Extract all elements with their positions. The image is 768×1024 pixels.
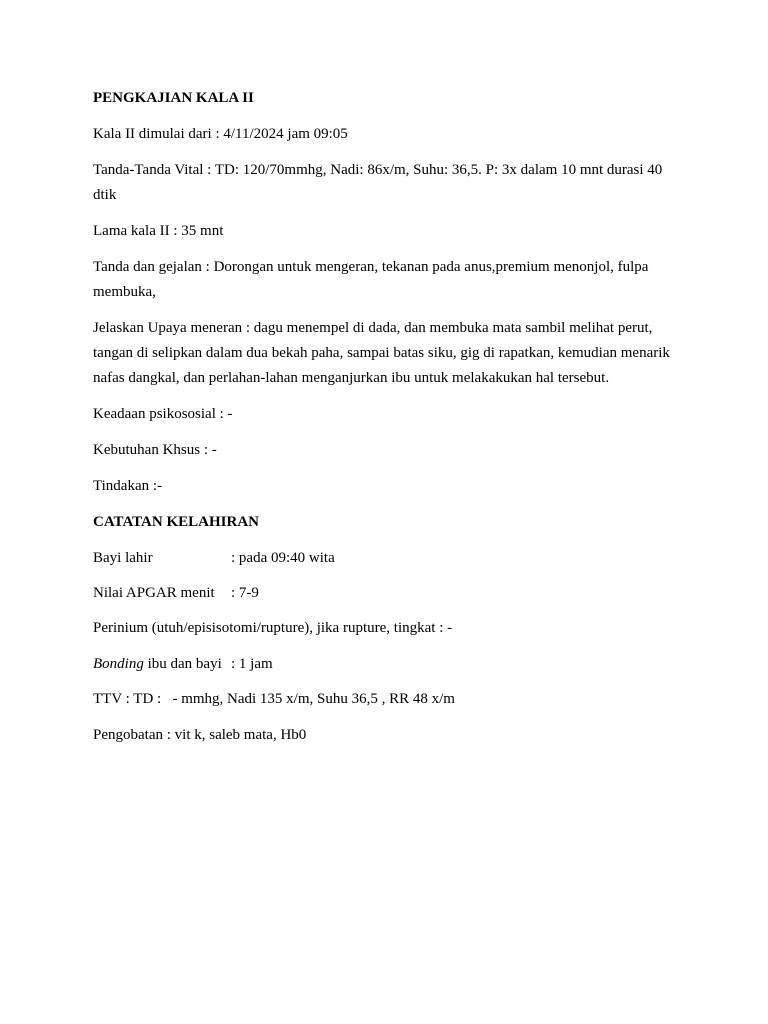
psychosocial-state: Keadaan psikososial : - [93, 406, 233, 422]
apgar-value: : 7-9 [231, 585, 259, 601]
section-heading-birth-record: CATATAN KELAHIRAN [93, 514, 259, 530]
action: Tindakan :- [93, 478, 163, 494]
baby-born-row [93, 546, 683, 571]
bonding-label-rest: ibu dan bayi [143, 656, 222, 672]
section-heading-kala-ii: PENGKAJIAN KALA II [93, 90, 254, 106]
apgar-label: Nilai APGAR menit [93, 585, 215, 601]
bonding-value: : 1 jam [231, 656, 273, 672]
medication: Pengobatan : vit k, saleb mata, Hb0 [93, 727, 307, 743]
baby-vital-signs: TTV : TD : - mmhg, Nadi 135 x/m, Suhu 36,5 , RR 48 x/m [93, 691, 455, 707]
perineum-status: Perinium (utuh/episisotomi/rupture), jika rupture, tingkat : - [93, 620, 453, 636]
bonding-row [93, 652, 683, 677]
baby-born-label: Bayi lahir [93, 550, 153, 566]
bonding-label [93, 652, 231, 677]
vital-signs: Tanda-Tanda Vital : TD: 120/70mmhg, Nadi: 86x/m, Suhu: 36,5. P: 3x dalam 10 mnt durasi 40 dtik [93, 162, 663, 203]
document-page [93, 86, 683, 759]
baby-born-value: : pada 09:40 wita [231, 550, 335, 566]
pushing-effort: Jelaskan Upaya meneran : dagu menempel di dada, dan membuka mata sambil melihat perut, tangan di selipkan dalam dua bekah paha, sampai batas siku, gig di rapatkan, kemudian menarik nafas dangkal, dan perlahan-lahan menganjurkan ibu untuk melakakukan hal tersebut. [93, 320, 670, 386]
apgar-row [93, 581, 683, 606]
kala-ii-start: Kala II dimulai dari : 4/11/2024 jam 09:05 [93, 126, 348, 142]
bonding-italic-word: Bonding [93, 656, 144, 672]
kala-ii-duration: Lama kala II : 35 mnt [93, 223, 224, 239]
special-needs: Kebutuhan Khsus : - [93, 442, 217, 458]
signs-symptoms: Tanda dan gejalan : Dorongan untuk mengeran, tekanan pada anus,premium menonjol, fulpa membuka, [93, 259, 649, 300]
